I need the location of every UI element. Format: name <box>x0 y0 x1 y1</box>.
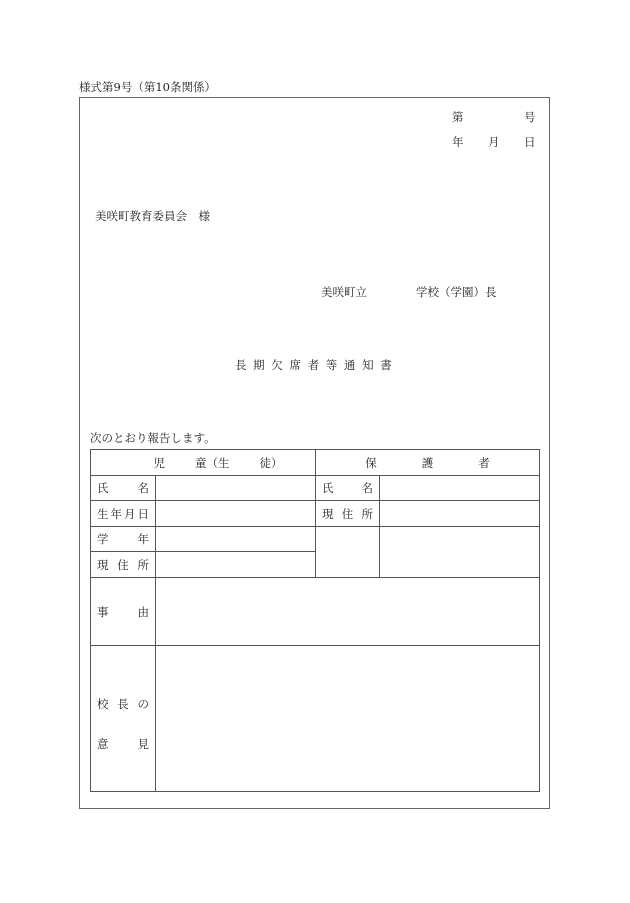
principal-opinion-label: 校 長 の 意 見 <box>91 646 156 792</box>
date-day: 日 <box>524 135 536 149</box>
reason-label: 事 由 <box>91 578 156 646</box>
guardian-extra-field[interactable] <box>380 527 540 578</box>
report-table <box>90 449 540 792</box>
child-address-label: 現 住 所 <box>91 552 156 578</box>
child-header: 児 童（生 徒） <box>91 450 316 476</box>
child-birthdate-field[interactable] <box>156 501 316 527</box>
child-grade-label: 学 年 <box>91 527 156 552</box>
form-number: 様式第9号（第10条関係） <box>79 80 216 94</box>
guardian-header: 保 護 者 <box>316 450 540 476</box>
guardian-address-field[interactable] <box>380 501 540 527</box>
document-title: 長 期 欠 席 者 等 通 知 書 <box>235 358 392 372</box>
sender-school: 学校（学園）長 <box>416 285 497 299</box>
guardian-extra-label <box>316 527 380 578</box>
child-birthdate-label: 生 年 月 日 <box>91 501 156 527</box>
doc-number-suffix: 号 <box>524 110 536 124</box>
child-name-field[interactable] <box>156 476 316 501</box>
intro-text: 次のとおり報告します。 <box>90 431 216 445</box>
child-address-field[interactable] <box>156 552 316 578</box>
principal-opinion-field[interactable] <box>156 646 540 792</box>
doc-number-prefix: 第 <box>452 110 464 124</box>
child-grade-field[interactable] <box>156 527 316 552</box>
guardian-address-label: 現 住 所 <box>316 501 380 527</box>
child-name-label: 氏 名 <box>91 476 156 501</box>
guardian-name-label: 氏 名 <box>316 476 380 501</box>
reason-field[interactable] <box>156 578 540 646</box>
sender-town: 美咲町立 <box>321 285 367 299</box>
date-year: 年 <box>452 135 464 149</box>
guardian-name-field[interactable] <box>380 476 540 501</box>
addressee: 美咲町教育委員会 様 <box>95 209 210 223</box>
date-month: 月 <box>488 135 500 149</box>
